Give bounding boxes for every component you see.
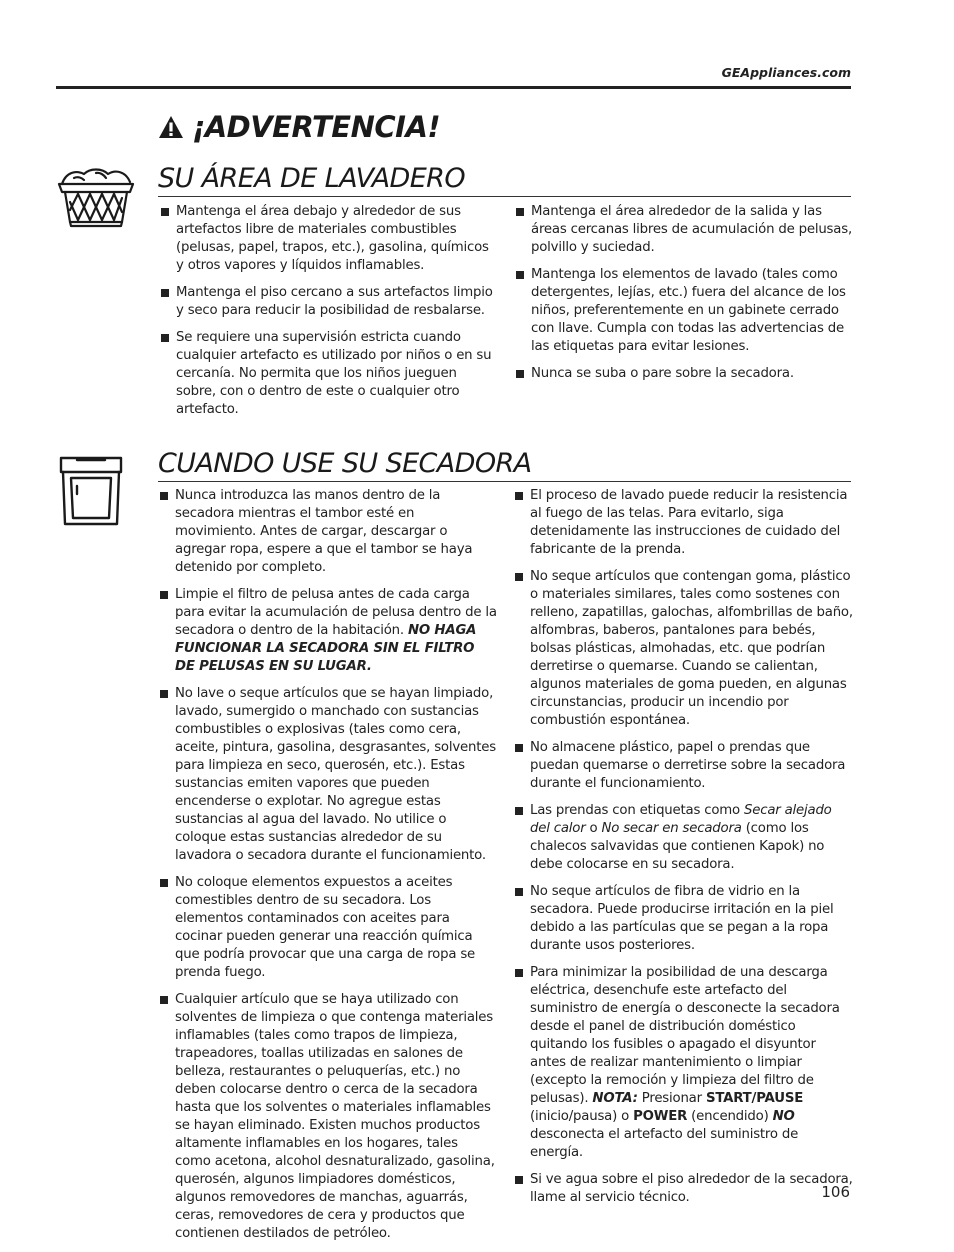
list-item: Si ve agua sobre el piso alrededor de la secadora, llame al servicio técnico. [514,1171,854,1207]
no-emphasis: NO [772,1109,795,1124]
list-item-text: Presionar [637,1091,706,1106]
laundry-area-list-left [160,203,495,428]
laundry-basket-icon [56,166,136,232]
list-item: El proceso de lavado puede reducir la resistencia al fuego de las telas. Para evitarlo, siga detenidamente las instrucciones de cuidado del fabricante de la prenda. [514,487,854,559]
list-item-text: Limpie el filtro de pelusa antes de cada carga para evitar la acumulación de pelusa dentro de la secadora o dentro de la habitación. [175,587,497,638]
warning-heading [158,110,440,144]
note-label: NOTA: [592,1091,638,1106]
list-item: Nunca se suba o pare sobre la secadora. [515,365,853,383]
section-rule-laundry-area [158,196,851,197]
warning-title: ¡ADVERTENCIA! [192,110,441,144]
page-number: 106 [821,1183,850,1201]
list-item-text: (inicio/pausa) o [530,1109,634,1124]
section-title-laundry-area: SU ÁREA DE LAVADERO [158,163,465,194]
dryer-icon [57,452,125,532]
warning-triangle-icon [158,115,184,139]
section-rule-dryer-use [158,481,851,482]
laundry-area-list-right [515,203,853,392]
dryer-use-list-left [159,487,497,1252]
care-label-text: Secar alejado del calor [530,803,832,836]
list-item: Mantenga el área alrededor de la salida y las áreas cercanas libres de acumulación de pelusas, polvillo y suciedad. [515,203,853,257]
list-item: Nunca introduzca las manos dentro de la secadora mientras el tambor esté en movimiento. Antes de cargar, descargar o agregar ropa, espere a que el tambor se haya detenido por completo. [159,487,497,577]
list-item: No seque artículos de fibra de vidrio en la secadora. Puede producirse irritación en la piel debido a las partículas que se pegan a la ropa durante usos posteriores. [514,883,854,955]
list-item-text: Para minimizar la posibilidad de una descarga eléctrica, desenchufe este artefacto del suministro de energía o desconecte la secadora desde el panel de distribución doméstico quitando los fusibles o apagado el disyuntor antes de realizar mantenimiento o limpiar (excepto la remoción y limpieza del filtro de pelusas). [530,965,840,1106]
list-item: No almacene plástico, papel o prendas que puedan quemarse o derretirse sobre la secadora durante el funcionamiento. [514,739,854,793]
list-item: Mantenga el piso cercano a sus artefactos limpio y seco para reducir la posibilidad de resbalarse. [160,284,495,320]
list-item: No coloque elementos expuestos a aceites comestibles dentro de su secadora. Los elementos contaminados con aceites para cocinar pueden generar una reacción química que podría provocar que una carga de ropa se prenda fuego. [159,874,497,982]
list-item: Se requiere una supervisión estricta cuando cualquier artefacto es utilizado por niños o en su cercanía. No permita que los niños jueguen sobre, con o dentro de este o cualquier otro artefacto. [160,329,495,419]
list-item-emphasis: NO HAGA FUNCIONAR LA SECADORA SIN EL FILTRO DE PELUSAS EN SU LUGAR. [175,623,477,674]
website-url: GEAppliances.com [721,65,851,80]
list-item-text: desconecta el artefacto del suministro de energía. [530,1127,799,1160]
list-item [514,964,854,1162]
header-rule [56,86,851,89]
list-item [159,586,497,676]
list-item-text: Las prendas con etiquetas como [530,803,744,818]
power-label: POWER [633,1109,688,1124]
list-item: Mantenga el área debajo y alrededor de sus artefactos libre de materiales combustibles (pelusas, papel, trapos, etc.), gasolina, químicos y otros vapores y líquidos inflamables. [160,203,495,275]
dryer-use-list-right [514,487,854,1216]
start-pause-label: START/PAUSE [705,1091,804,1106]
list-item [514,802,854,874]
list-item-text: o [585,821,602,836]
list-item: Cualquier artículo que se haya utilizado con solventes de limpieza o que contenga materiales inflamables (tales como trapos de limpieza, trapeadores, toallas utilizadas en salones de belleza, restaurantes o peluquerías, etc.) no deben colocarse dentro o cerca de la secadora hasta que los solventes o materiales inflamables se hayan eliminado. Existen muchos productos altamente inflamables en los hogares, tales como acetona, alcohol desnaturalizado, gasolina, querosén, algunos limpiadores domésticos, algunos removedores de manchas, aguarrás, ceras, removedores de cera y productos que contienen destilados de petróleo. [159,991,497,1243]
list-item: No lave o seque artículos que se hayan limpiado, lavado, sumergido o manchado con sustancias combustibles o explosivas (tales como cera, aceite, pintura, gasolina, desgrasantes, solventes para limpieza en seco, querosén, etc.). Estas sustancias emiten vapores que pueden encenderse o explotar. No agregue estas sustancias al agua del lavado. No utilice o coloque estas sustancias alrededor de su lavadora o secadora durante el funcionamiento. [159,685,497,865]
list-item-text: (encendido) [687,1109,773,1124]
list-item-text: (como los chalecos salvavidas que contienen Kapok) no debe colocarse en su secadora. [530,821,825,872]
section-title-dryer-use: CUANDO USE SU SECADORA [158,448,532,479]
list-item: No seque artículos que contengan goma, plástico o materiales similares, tales como sostenes con relleno, zapatillas, galochas, alfombrillas de baño, alfombras, baberos, pantalones para bebés, bolsas plásticas, almohadas, etc. que podrían derretirse o quemarse. Cuando se calientan, algunos materiales de goma pueden, en algunas circunstancias, producir un incendio por combustión espontánea. [514,568,854,730]
list-item: Mantenga los elementos de lavado (tales como detergentes, lejías, etc.) fuera del alcance de los niños, preferentemente en un gabinete cerrado con llave. Cumpla con todas las advertencias de las etiquetas para evitar lesiones. [515,266,853,356]
care-label-text: No secar en secadora [601,821,742,836]
